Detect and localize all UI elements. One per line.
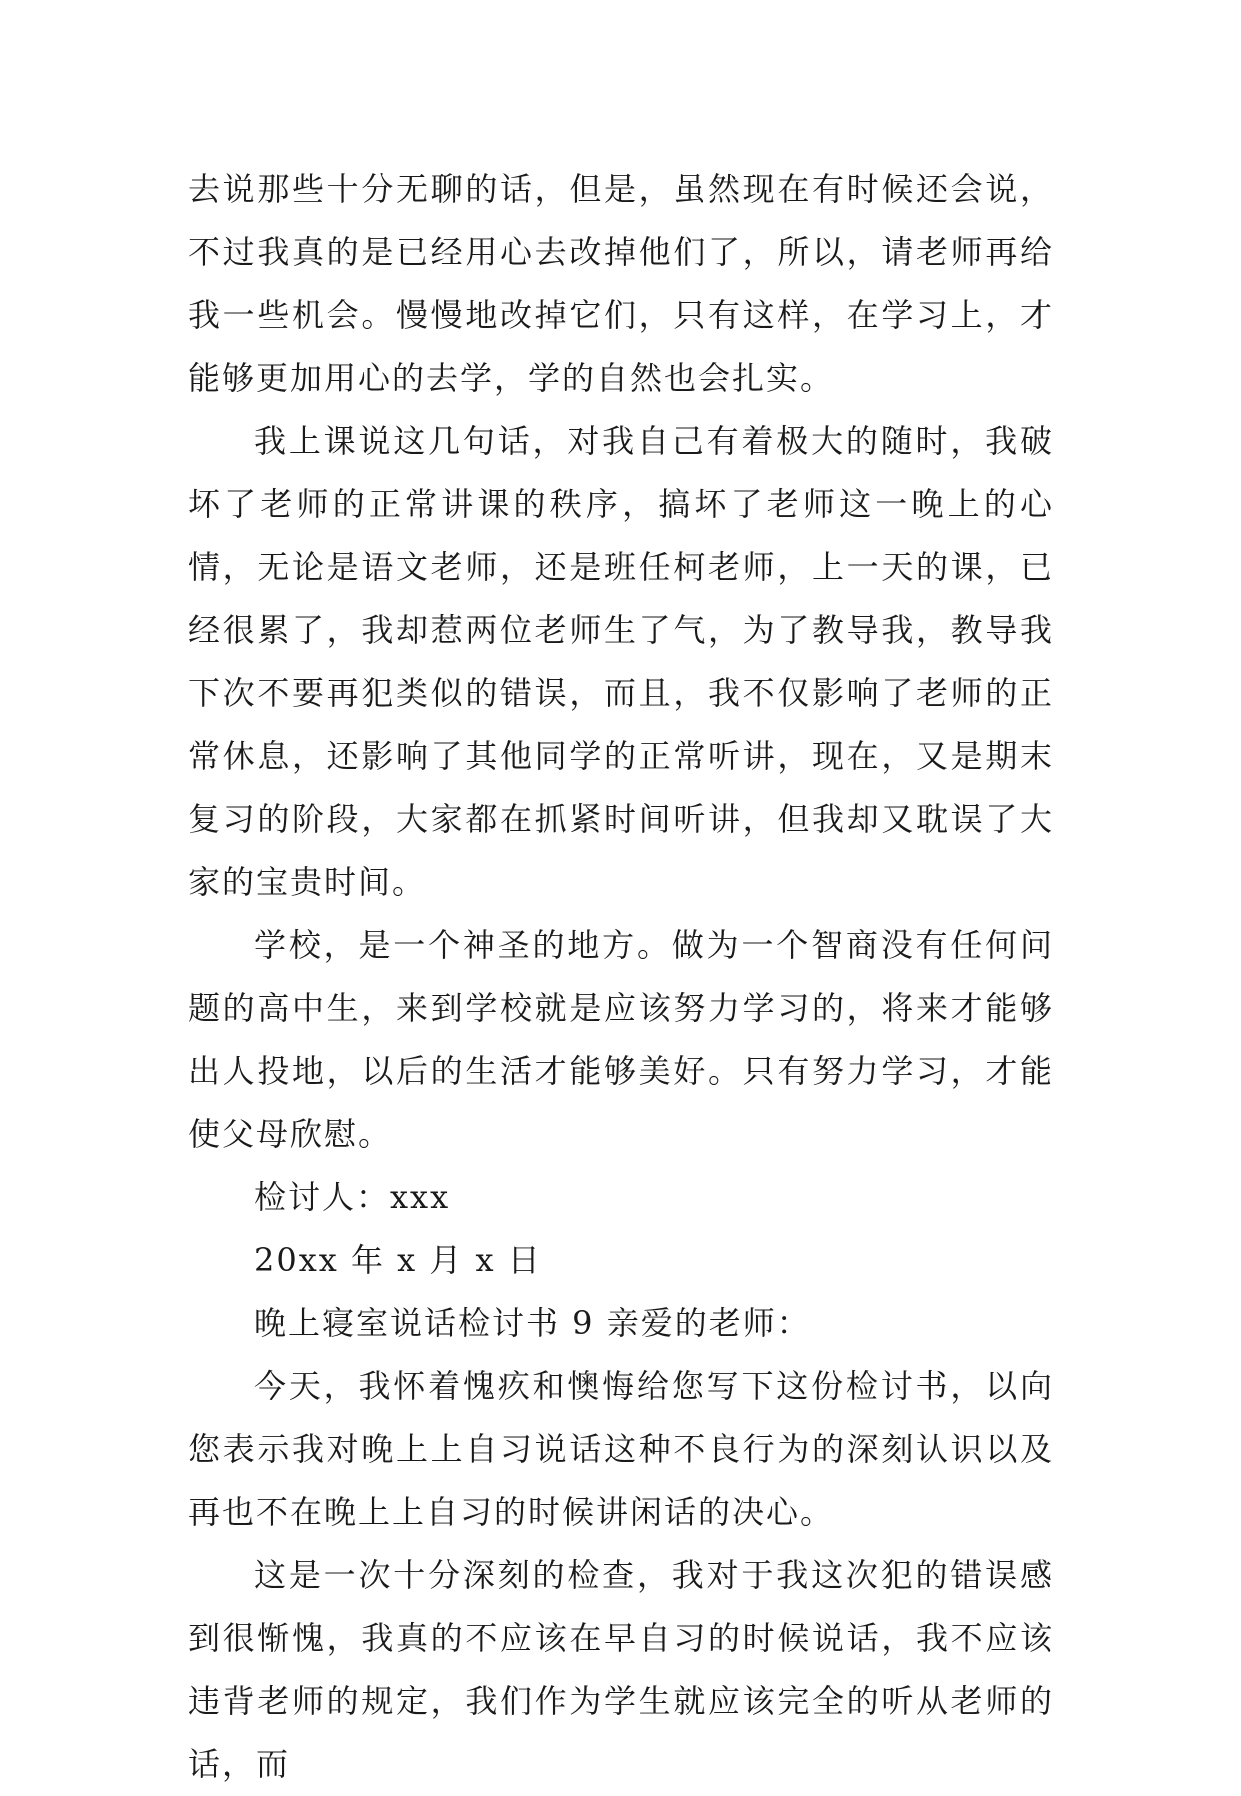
signature-line: 检讨人：xxx [254,1178,451,1216]
paragraph-school: 学校，是一个神圣的地方。做为一个智商没有任何问题的高中生，来到学校就是应该努力学习的，将来才能够出人投地，以后的生活才能够美好。只有努力学习，才能使父母欣慰。 [188,926,1054,1153]
document-body [188,158,1054,1796]
paragraph-disruption: 我上课说这几句话，对我自己有着极大的随时，我破坏了老师的正常讲课的秩序，搞坏了老师这一晚上的心情，无论是语文老师，还是班任柯老师，上一天的课，已经很累了，我却惹两位老师生了气，为了教导我，教导我下次不要再犯类似的错误，而且，我不仅影响了老师的正常休息，还影响了其他同学的正常听讲，现在，又是期末复习的阶段，大家都在抓紧时间听讲，但我却又耽误了大家的宝贵时间。 [188,422,1054,901]
paragraph-reflection: 这是一次十分深刻的检查，我对于我这次犯的错误感到很惭愧，我真的不应该在早自习的时候说话，我不应该违背老师的规定，我们作为学生就应该完全的听从老师的话，而 [188,1556,1054,1783]
paragraph-today: 今天，我怀着愧疚和懊悔给您写下这份检讨书，以向您表示我对晚上上自习说话这种不良行为的深刻认识以及再也不在晚上上自习的时候讲闲话的决心。 [188,1367,1054,1531]
letter-heading: 晚上寝室说话检讨书 9 亲爱的老师： [254,1304,811,1342]
date-line: 20xx 年 x 月 x 日 [254,1241,542,1279]
paragraph-continuation: 去说那些十分无聊的话，但是，虽然现在有时候还会说，不过我真的是已经用心去改掉他们了，所以，请老师再给我一些机会。慢慢地改掉它们，只有这样，在学习上，才能够更加用心的去学，学的自然也会扎实。 [188,170,1054,397]
